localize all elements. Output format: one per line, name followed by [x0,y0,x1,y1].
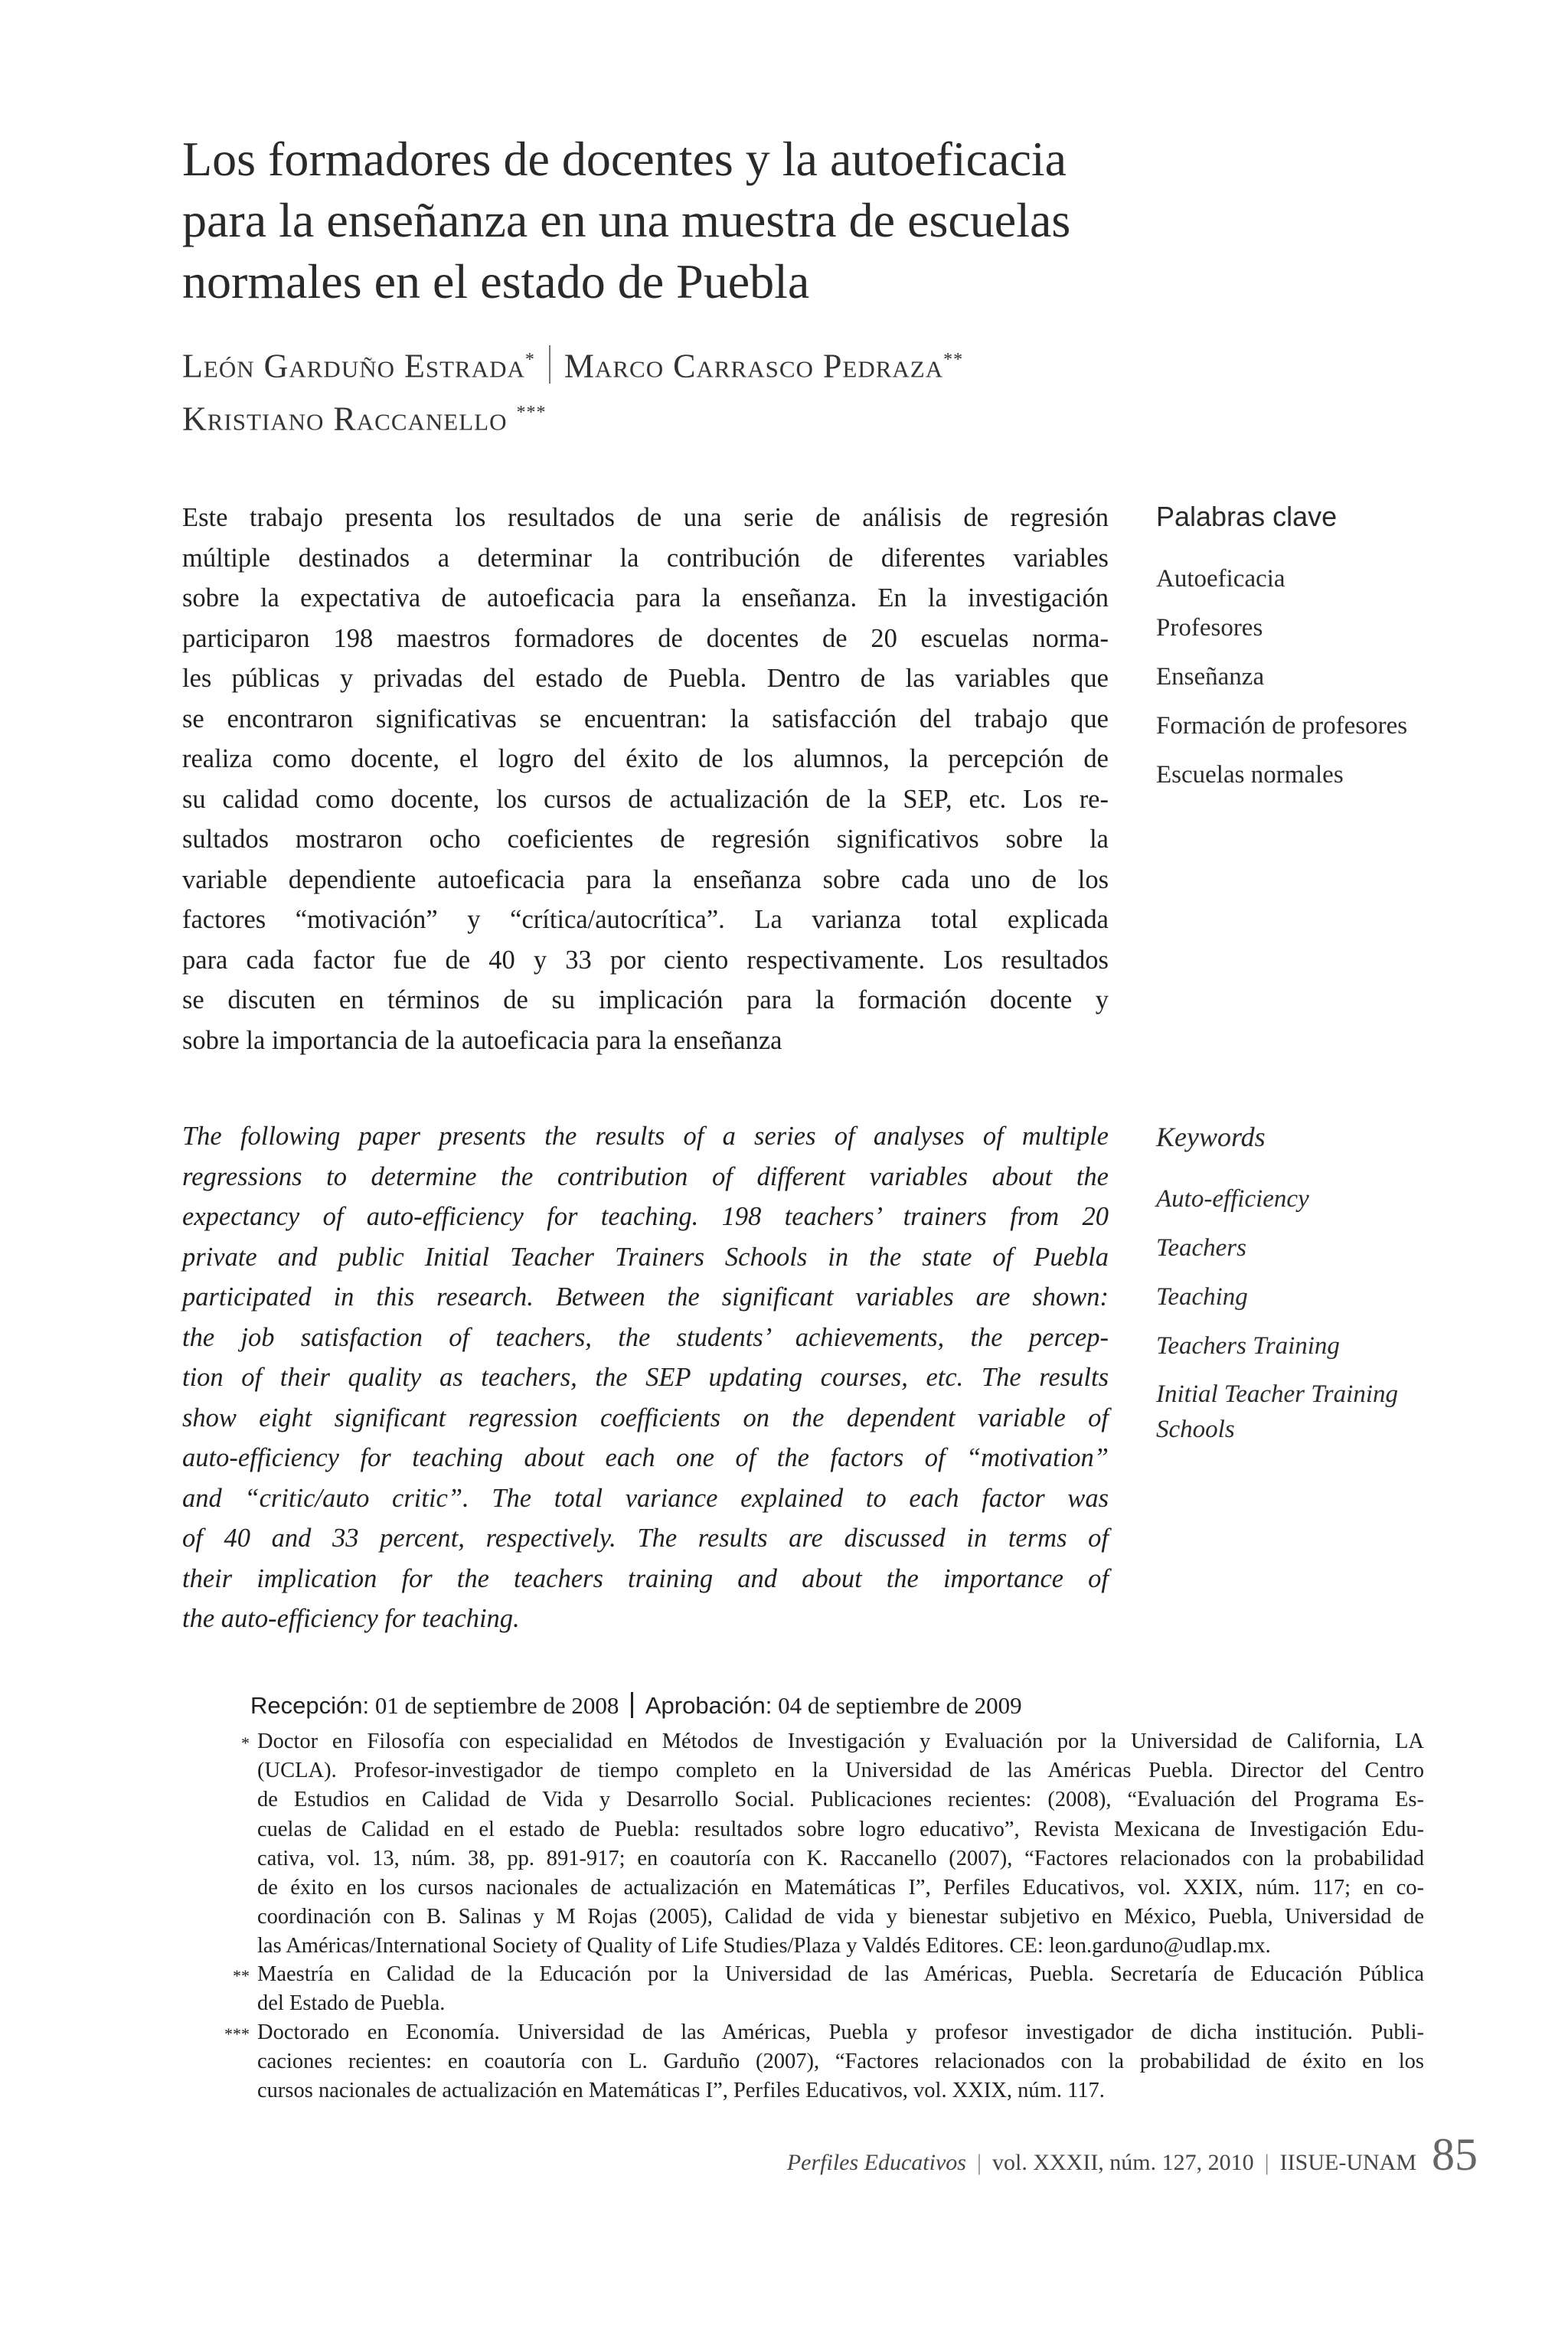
abstract-line: participated in this research. Between the significant variables are shown: [182,1282,1109,1312]
keyword-item: Teaching [1156,1283,1248,1311]
author-footnote-mark: * [524,350,535,370]
abstract-line: variable dependiente autoeficacia para la enseñanza sobre cada uno de los [182,864,1109,894]
footnote-line: del Estado de Puebla. [257,1991,446,2016]
footnote-mark: ** [233,1966,250,1985]
reception-label: Recepción: [250,1692,370,1719]
abstract-english [182,1116,1109,1639]
footer-separator: | [1264,2150,1269,2175]
footnote-line: las Américas/International Society of Quality of Life Studies/Plaza y Valdés Editores. CE: leon.garduno@udlap.mx. [257,1934,1271,1958]
abstract-line: factores “motivación” y “crítica/autocrítica”. La varianza total explicada [182,905,1109,934]
keyword-item: Formación de profesores [1156,712,1408,740]
title-line: Los formadores de docentes y la autoeficacia [182,132,1067,186]
abstract-line: expectancy of auto-efficiency for teaching. 198 teachers’ trainers from 20 [182,1202,1109,1231]
abstract-line: se encontraron significativas se encuentran: la satisfacción del trabajo que [182,704,1109,733]
abstract-spanish [182,498,1109,1060]
footnote-line: (UCLA). Profesor-investigador de tiempo completo en la Universidad de las Américas Puebla. Director del Centro [257,1759,1424,1783]
title-line: para la enseñanza en una muestra de escuelas [182,193,1071,247]
footnote-line: Doctor en Filosofía con especialidad en Métodos de Investigación y Evaluación por la Universidad de California, LA [257,1730,1424,1753]
footnote-line: Maestría en Calidad de la Educación por la Universidad de las Américas, Puebla. Secretaría de Educación Pública [257,1962,1424,1986]
page-number: 85 [1432,2129,1478,2180]
abstract-line: múltiple destinados a determinar la contribución de diferentes variables [182,543,1109,573]
abstract-line: and “critic/auto critic”. The total variance explained to each factor was [182,1483,1109,1513]
abstract-line: regressions to determine the contribution of different variables about the [182,1161,1109,1191]
footnote-mark: *** [224,2024,250,2043]
abstract-line: sultados mostraron ocho coeficientes de regresión significativos sobre la [182,825,1109,854]
author-footnote-mark: ** [943,350,964,370]
keyword-item: Initial Teacher Training Schools [1156,1380,1398,1443]
footnote-line: cursos nacionales de actualización en Matemáticas I”, Perfiles Educativos, vol. XXIX, núm. 117. [257,2079,1105,2103]
keyword-item: Profesores [1156,614,1263,642]
abstract-line: show eight significant regression coefficients on the dependent variable of [182,1403,1109,1432]
abstract-line: sobre la importancia de la autoeficacia para la enseñanza [182,1025,782,1055]
footnote-mark: * [241,1733,250,1753]
author-name: Kristiano Raccanello [182,400,508,438]
author-list [182,337,1331,442]
keywords-heading: Keywords [1156,1122,1266,1152]
abstract-line: para cada factor fue de 40 y 33 por ciento respectivamente. Los resultados [182,945,1109,975]
reception-dates [250,1688,1399,1723]
keyword-item: Escuelas normales [1156,761,1344,789]
footer-separator: | [976,2150,982,2175]
author-separator [549,345,550,384]
abstract-line: private and public Initial Teacher Trainers Schools in the state of Puebla [182,1242,1109,1272]
article-title [182,129,1331,312]
abstract-line: of 40 and 33 percent, respectively. The results are discussed in terms of [182,1524,1109,1553]
journal-volume: vol. XXXII, núm. 127, 2010 [992,2150,1254,2175]
author-name: Marco Carrasco Pedraza [564,347,944,385]
abstract-line: sobre la expectativa de autoeficacia para la enseñanza. En la investigación [182,583,1109,612]
footnote-line: cativa, vol. 13, núm. 38, pp. 891-917; en coautoría con K. Raccanello (2007), “Factores relacionados con la probabilidad [257,1846,1424,1870]
abstract-line: su calidad como docente, los cursos de actualización de la SEP, etc. Los re- [182,784,1109,814]
abstract-line: the job satisfaction of teachers, the students’ achievements, the percep- [182,1322,1109,1352]
page-footer [787,2128,1478,2181]
abstract-line: auto-efficiency for teaching about each one of the factors of “motivation” [182,1443,1109,1472]
reception-date: 01 de septiembre de 2008 [374,1692,619,1719]
keyword-item: Teachers [1156,1234,1246,1262]
keyword-item: Teachers Training [1156,1332,1340,1360]
keywords-spanish [1156,498,1478,805]
abstract-line: realiza como docente, el logro del éxito de los alumnos, la percepción de [182,744,1109,773]
date-separator [631,1692,633,1718]
keyword-item: Autoeficacia [1156,565,1285,593]
footnote-line: Doctorado en Economía. Universidad de las Américas, Puebla y profesor investigador de dicha institución. Publi- [257,2020,1424,2044]
keyword-item: Auto-efficiency [1156,1185,1309,1213]
abstract-line: tion of their quality as teachers, the SEP updating courses, etc. The results [182,1363,1109,1392]
publisher-name: IISUE-UNAM [1279,2150,1416,2175]
footnote [222,1960,1424,2018]
footnote-line: cuelas de Calidad en el estado de Puebla: resultados sobre logro educativo”, Revista Mexicana de Investigación Edu- [257,1817,1424,1841]
abstract-line: the auto-efficiency for teaching. [182,1604,520,1633]
keywords-heading: Palabras clave [1156,501,1338,532]
author-name: León Garduño Estrada [182,347,525,385]
author-footnote-mark: *** [516,402,547,423]
abstract-line: les públicas y privadas del estado de Puebla. Dentro de las variables que [182,664,1109,693]
abstract-line: Este trabajo presenta los resultados de una serie de análisis de regresión [182,503,1109,532]
keyword-item: Enseñanza [1156,663,1265,691]
abstract-line: The following paper presents the results of a series of analyses of multiple [182,1122,1109,1151]
approval-label: Aprobación: [645,1692,773,1719]
abstract-line: participaron 198 maestros formadores de docentes de 20 escuelas norma- [182,623,1109,653]
approval-date: 04 de septiembre de 2009 [778,1692,1022,1719]
footnote [222,2018,1424,2106]
footnote-line: de éxito en los cursos nacionales de actualización en Matemáticas I”, Perfiles Educativos, vol. XXIX, núm. 117; en co- [257,1876,1424,1900]
keywords-english [1156,1118,1478,1459]
title-line: normales en el estado de Puebla [182,254,810,309]
footnote-line: coordinación con B. Salinas y M Rojas (2005), Calidad de vida y bienestar subjetivo en México, Puebla, Universidad de [257,1905,1424,1929]
footnote-line: caciones recientes: en coautoría con L. Garduño (2007), “Factores relacionados con la probabilidad de éxito en los [257,2050,1424,2074]
footnote [222,1727,1424,1962]
abstract-line: their implication for the teachers training and about the importance of [182,1563,1109,1593]
abstract-line: se discuten en términos de su implicación para la formación docente y [182,985,1109,1014]
journal-name: Perfiles Educativos [786,2150,966,2175]
footnote-line: de Estudios en Calidad de Vida y Desarrollo Social. Publicaciones recientes: (2008), “Evaluación del Programa Es- [257,1788,1424,1812]
